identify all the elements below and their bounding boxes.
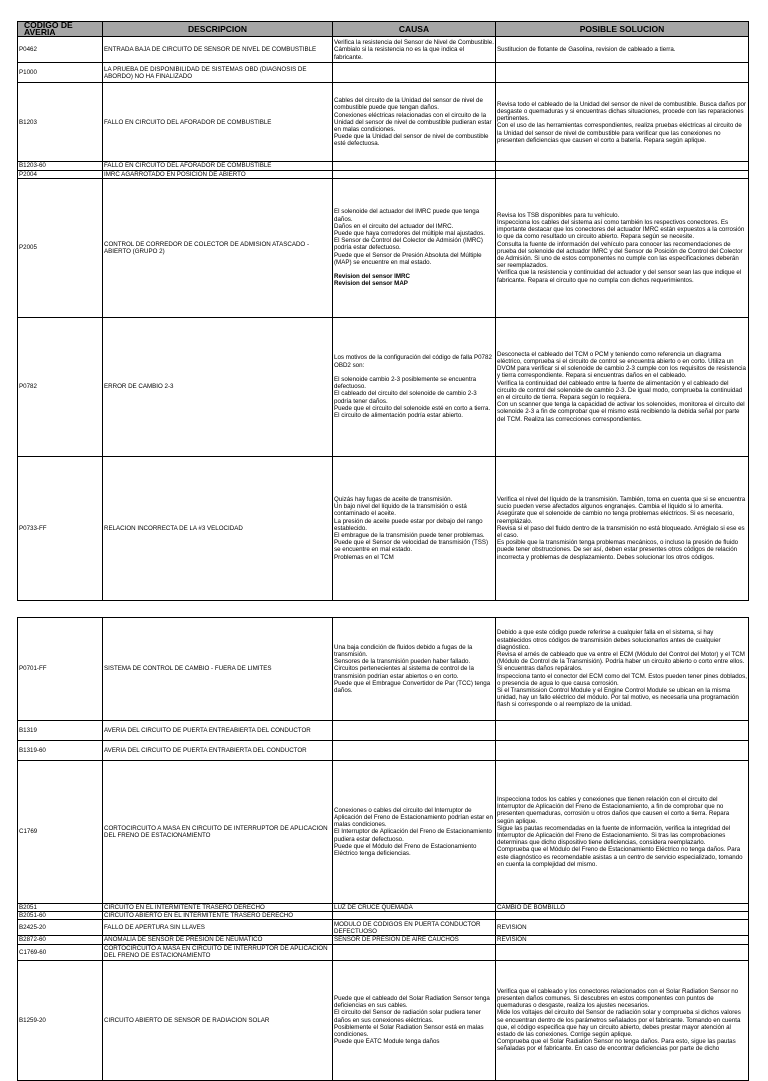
cause-text: SENSOR DE PRESION DE AIRE CAUCHOS: [334, 936, 459, 944]
cause-text: Cables del circuito de la Unidad del sensor de nivel de combustible puede que tengan daños. Conexiones eléctricas relacionadas con el circuito de la Unidad del sensor de nivel de combustible pudieran estar en malas condiciones. Puede que la Unidad del sensor de nivel de combustible esté defectuosa.: [334, 97, 492, 148]
fault-code-cell: B2872-60: [18, 936, 103, 944]
cause-text: Puede que el cableado del Solar Radiation Sensor tenga deficiencias en sus cables. El circuito del Sensor de radiación solar pudiera tener daños en sus conexiones eléctricas. Posiblemente el Solar Radiation Sensor está en malas condiciones. Puede que EATC Module tenga daños: [334, 994, 490, 1046]
solution-cell: Revisa los TSB disponibles para tu vehículo. Inspecciona los cables del sistema así como también los respectivos conectores. Es importante destacar que los conectores del actuador IMRC están expuestos a la corrosión lo que da como resultado un circuito abierto. Repara según se necesite. Consulta la fuente de información del vehículo para conocer las recomendaciones de prueba del solenoide del actuador IMRC y del Sensor de Posición de Control del Colector de Admisión. Si uno de estos componentes no cumple con las especificaciones deberán ser reemplazados. Verifica que la resistencia y continuidad del actuador y del sensor sean las que indique el fabricante. Repara el circuito que no cumpla con dichos requerimientos.: [496, 178, 749, 317]
description-cell: AVERIA DEL CIRCUITO DE PUERTA ENTREABIERTA DEL CONDUCTOR: [103, 721, 333, 741]
fault-code-cell: B1319: [18, 721, 103, 741]
table-row: [18, 178, 749, 317]
description-cell: ANOMALIA DE SENSOR DE PRESION DE NEUMATICO: [103, 936, 333, 944]
solution-cell: [496, 170, 749, 178]
header-solution: POSIBLE SOLUCION: [496, 22, 749, 37]
description-cell: CIRCUITO EN EL INTERMITENTE TRASERO DERECHO: [103, 904, 333, 912]
fault-code-cell: C1769-60: [18, 944, 103, 960]
table-row: [18, 83, 749, 162]
cause-cell: [333, 761, 496, 904]
table-row: [18, 936, 749, 944]
cause-cell: [333, 63, 496, 83]
table-row: [18, 170, 749, 178]
table-row: [18, 162, 749, 170]
description-cell: FALLO DE APERTURA SIN LLAVES: [103, 920, 333, 936]
table-row: [18, 618, 749, 721]
fault-code-cell: B2425-20: [18, 920, 103, 936]
cause-bold-text: Revision del sensor IMRC Revision del sensor MAP: [334, 272, 410, 288]
solution-cell: [496, 944, 749, 960]
solution-cell: [496, 741, 749, 761]
solution-cell: REVISION: [496, 936, 749, 944]
cause-text: Conexiones o cables del circuito del Interruptor de Aplicación del Freno de Estacionamiento podrían estar en malas condiciones. El Interruptor de Aplicación del Freno de Estacionamiento pudiera estar defectuoso. Puede que el Módulo del Freno de Estacionamiento Eléctrico tenga deficiencias.: [334, 806, 493, 857]
table-row: [18, 761, 749, 904]
cause-cell: [333, 920, 496, 936]
solution-cell: Desconecta el cableado del TCM o PCM y teniendo como referencia un diagrama eléctrico, comprueba si el circuito de control se encuentra abierto o en corto. Utiliza un DVOM para verificar si el solenoide de cambio 2-3 cumple con los requisitos de resistencia y tierra correspondiente. Repara si encuentras daños en el cableado. Verifica la continuidad del cableado entre la fuente de alimentación y el cableado del circuito de control del solenoide de cambio 2-3. De igual modo, comprueba la continuidad en el circuito de tierra. Repara según lo requiera. Con un scanner que tenga la capacidad de activar los solenoides, monitorea el circuito del solenoide 2-3 a fin de comprobar que el mismo está recibiendo la debida señal por parte del TCM. Realiza las correcciones correspondientes.: [496, 317, 749, 456]
fault-code-cell: P0733-FF: [18, 456, 103, 600]
cause-text: Verifica la resistencia del Sensor de Nivel de Combustible. Cámbialo si la resistencia no es la que indica el fabricante.: [334, 39, 494, 61]
cause-text: MODULO DE CODIGOS EN PUERTA CONDUCTOR DEFECTUOSO: [334, 920, 481, 935]
table-body-bottom: [18, 618, 749, 1081]
description-cell: SISTEMA DE CONTROL DE CAMBIO - FUERA DE LIMITES: [103, 618, 333, 721]
table-row: [18, 904, 749, 912]
description-cell: FALLO EN CIRCUITO DEL AFORADOR DE COMBUSTIBLE: [103, 162, 333, 170]
fault-code-cell: P0701-FF: [18, 618, 103, 721]
header-code: CODIGO DE AVERIA: [18, 22, 103, 37]
cause-cell: [333, 456, 496, 600]
cause-cell: [333, 317, 496, 456]
fault-code-cell: B1203: [18, 83, 103, 162]
cause-cell: [333, 741, 496, 761]
fault-code-cell: P0782: [18, 317, 103, 456]
table-body-top: [18, 37, 749, 600]
table-row: [18, 37, 749, 63]
cause-cell: [333, 618, 496, 721]
table-row: [18, 317, 749, 456]
cause-cell: [333, 37, 496, 63]
fault-code-cell: P2005: [18, 178, 103, 317]
cause-cell: [333, 721, 496, 741]
solution-cell: [496, 912, 749, 920]
cause-cell: [333, 960, 496, 1080]
solution-cell: [496, 63, 749, 83]
solution-cell: CAMBIO DE BOMBILLO: [496, 904, 749, 912]
solution-cell: Debido a que este código puede referirse a cualquier falla en el sistema, si hay establecidos otros códigos de transmisión debes solucionarlos antes de cualquier diagnóstico. Revisa el arnés de cableado que va entre el ECM (Módulo del Control del Motor) y el TCM (Módulo de Control de la Transmisión). Podría haber un circuito abierto o corto entre ellos. Si encuentras daños repáralos. Inspecciona tanto el conector del ECM como del TCM. Estos pueden tener pines doblados, o presencia de agua lo que causa corrosión. Si el Transmission Control Module y el Engine Control Module se ubican en la misma unidad, hay un fallo eléctrico del módulo. Por tal motivo, es necesaria una programación flash si corresponde o al reemplazo de la unidad.: [496, 618, 749, 721]
description-cell: CONTROL DE CORREDOR DE COLECTOR DE ADMISION ATASCADO - ABIERTO (GRUPO 2): [103, 178, 333, 317]
solution-cell: [496, 162, 749, 170]
table-row: [18, 63, 749, 83]
description-cell: LA PRUEBA DE DISPONIBILIDAD DE SISTEMAS OBD (DIAGNOSIS DE ABORDO) NO HA FINALIZADO: [103, 63, 333, 83]
fault-code-cell: C1769: [18, 761, 103, 904]
description-cell: IMRC AGARROTADO EN POSICION DE ABIERTO: [103, 170, 333, 178]
solution-cell: Inspecciona todos los cables y conexiones que tienen relación con el circuito del Interruptor de Aplicación del Freno de Estacionamiento, a fin de comprobar que no presenten quemaduras, corrosión u otros daños que causen el corto a tierra. Repara según aplique. Sigue las pautas recomendadas en la fuente de información, verifica la integridad del Interruptor de Aplicación del Freno de Estacionamiento. Si tras las comprobaciones determinas que dicho dispositivo tiene deficiencias, considera reemplazarlo. Comprueba que el Módulo del Freno de Estacionamiento Eléctrico no tenga daños. Para este diagnóstico es recomendable asistas a un centro de servicio especializado, tomando en cuenta la complejidad del mismo.: [496, 761, 749, 904]
cause-text: Los motivos de la configuración del código de falla P0782 OBD2 son: El solenoide cambio 2-3 posiblemente se encuentra defectuoso. El cableado del circuito del solenoide de cambio 2-3 podría tener daños. Puede que el circuito del solenoide esté en corto a tierra. El circuito de alimentación podría estar abierto.: [334, 354, 492, 420]
cause-cell: [333, 912, 496, 920]
cause-cell: [333, 162, 496, 170]
table-row: [18, 960, 749, 1080]
cause-cell: [333, 944, 496, 960]
table-row: [18, 721, 749, 741]
cause-text: LUZ DE CRUCE QUEMADA: [334, 904, 413, 911]
description-cell: FALLO EN CIRCUITO DEL AFORADOR DE COMBUSTIBLE: [103, 83, 333, 162]
cause-cell: [333, 904, 496, 912]
table-row: [18, 456, 749, 600]
cause-cell: [333, 170, 496, 178]
solution-cell: [496, 721, 749, 741]
header-row: [18, 22, 749, 37]
cause-text: El solenoide del actuador del IMRC puede que tenga daños. Daños en el circuito del actuador del IMRC. Puede que haya corredores del múltiple mal ajustados. El Sensor de Control del Colector de Admisión (IMRC) podría estar defectuoso. Puede que el Sensor de Presión Absoluta del Múltiple (MAP) se encuentre en mal estado.: [334, 208, 485, 266]
description-cell: CIRCUITO ABIERTO EN EL INTERMITENTE TRASERO DERECHO: [103, 912, 333, 920]
fault-code-cell: B1319-60: [18, 741, 103, 761]
solution-cell: REVISION: [496, 920, 749, 936]
fault-code-cell: B1259-20: [18, 960, 103, 1080]
cause-cell: [333, 83, 496, 162]
cause-cell: [333, 936, 496, 944]
solution-cell: Revisa todo el cableado de la Unidad del sensor de nivel de combustible. Busca daños por desgaste o quemaduras y si encuentras dichas situaciones, procede con las reparaciones pertinentes. Con el uso de las herramientas correspondientes, realiza pruebas eléctricas al circuito de la Unidad del sensor de nivel de combustible para verificar que las conexiones no presenten deficiencias que causen el corto a batería. Repara según aplique.: [496, 83, 749, 162]
header-cause: CAUSA: [333, 22, 496, 37]
fault-code-cell: P2004: [18, 170, 103, 178]
table-row: [18, 741, 749, 761]
cause-text: Una baja condición de fluidos debido a fugas de la transmisión. Sensores de la transmisión pueden haber fallado. Circuitos pertenecientes al sistema de control de la transmisión podrían estar abiertos o en corto. Puede que el Embrague Convertidor de Par (TCC) tenga daños.: [334, 643, 491, 694]
solution-cell: Verifica el nivel del líquido de la transmisión. También, toma en cuenta que si se encuentra sucio pueden verse afectados algunos engranajes. Cambia el líquido si lo amerita. Asegúrate que el solenoide de cambio no tenga problemas eléctricos. Si es necesario, reemplázalo. Revisa si el paso del fluido dentro de la transmisión no está bloqueado. Arréglalo si ese es el caso. Es posible que la transmisión tenga problemas mecánicos, o incluso la presión de fluido puede tener obstrucciones. De ser así, deben estar presentes otros códigos de relación incorrecta y problemas de desplazamiento. Debes solucionar los otros códigos.: [496, 456, 749, 600]
description-cell: CORTOCIRCUITO A MASA EN CIRCUITO DE INTERRUPTOR DE APLICACION DEL FRENO DE ESTACIONAMIENTO: [103, 761, 333, 904]
header-description: DESCRIPCION: [103, 22, 333, 37]
description-cell: CORTOCIRCUITO A MASA EN CIRCUITO DE INTERRUPTOR DE APLICACION DEL FRENO DE ESTACIONAMIENTO: [103, 944, 333, 960]
table-row: [18, 920, 749, 936]
table-row: [18, 944, 749, 960]
cause-text: Quizás hay fugas de aceite de transmisión. Un bajo nivel del líquido de la transmisión o está contaminado el aceite. La presión de aceite puede estar por debajo del rango establecido. El embrague de la transmisión puede tener problemas. Puede que el Sensor de velocidad de transmisión (TSS) se encuentre en mal estado. Problemas en el TCM: [334, 495, 489, 561]
fault-code-table-bottom: [17, 617, 749, 1081]
fault-code-table-top: [17, 21, 749, 601]
solution-cell: Verifica que el cableado y los conectores relacionados con el Solar Radiation Sensor no presenten daños comunes. Si descubres en estos componentes con puntos de quemaduras o desgaste, realiza los ajustes necesarios. Mide los voltajes del circuito del Sensor de radiación solar y comprueba si dichos valores se encuentran dentro de los parámetros señalados por el fabricante. Tomando en cuenta que, el código especifica que hay un circuito abierto, debes prestar mayor atención al estado de las conexiones. Corrige según aplique. Comprueba que el Solar Radiation Sensor no tenga daños. Para esto, sigue las pautas señaladas por el fabricante. En caso de encontrar deficiencias por parte de dicho: [496, 960, 749, 1080]
fault-code-cell: P0462: [18, 37, 103, 63]
description-cell: CIRCUITO ABIERTO DE SENSOR DE RADIACION SOLAR: [103, 960, 333, 1080]
fault-code-cell: B1203-60: [18, 162, 103, 170]
description-cell: ENTRADA BAJA DE CIRCUITO DE SENSOR DE NIVEL DE COMBUSTIBLE: [103, 37, 333, 63]
description-cell: AVERIA DEL CIRCUITO DE PUERTA ENTRABIERTA DEL CONDUCTOR: [103, 741, 333, 761]
cause-cell: [333, 178, 496, 317]
fault-code-cell: P1000: [18, 63, 103, 83]
description-cell: ERROR DE CAMBIO 2-3: [103, 317, 333, 456]
solution-cell: Sustitucion de flotante de Gasolina, revision de cableado a tierra.: [496, 37, 749, 63]
table-row: [18, 912, 749, 920]
fault-code-cell: B2051-60: [18, 912, 103, 920]
fault-code-cell: B2051: [18, 904, 103, 912]
description-cell: RELACION INCORRECTA DE LA #3 VELOCIDAD: [103, 456, 333, 600]
